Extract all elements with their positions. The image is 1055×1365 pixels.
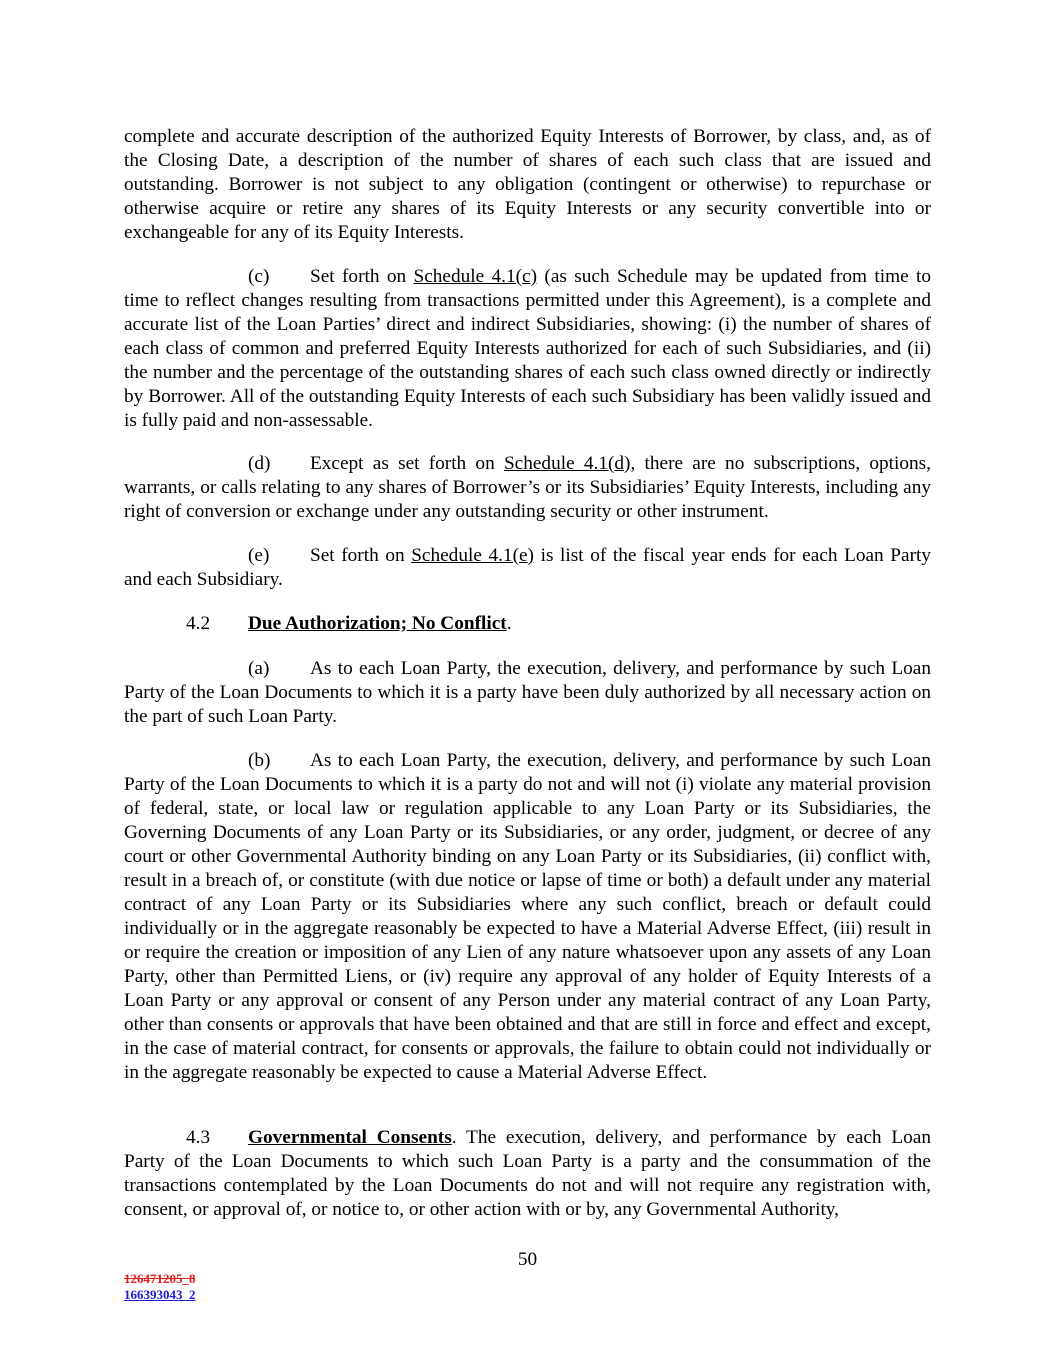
- paragraph-4-2-a: (a) As to each Loan Party, the execution, delivery, and performance by such Loan Party of the Loan Documents to which it is a party have been duly authorized by all necessary action on the part of such Loan Party.: [124, 658, 931, 727]
- document-id-new: 166393043_2: [124, 1287, 196, 1302]
- section-title: Due Authorization; No Conflict: [248, 613, 507, 634]
- paragraph-label: (b): [248, 750, 271, 771]
- paragraph-4-1-e: (e) Set forth on Schedule 4.1(e) is list of the fiscal year ends for each Loan Party and each Subsidiary.: [124, 545, 931, 590]
- intro-paragraph: complete and accurate description of the authorized Equity Interests of Borrower, by class, and, as of the Closing Date, a description of the number of shares of each such class that are issued and outstanding. Borrower is not subject to any obligation (contingent or otherwise) to repurchase or otherwise acquire or retire any shares of its Equity Interests or any security convertible into or exchangeable for any of its Equity Interests.: [124, 126, 931, 243]
- schedule-4-1-c-link: Schedule 4.1(c): [413, 266, 538, 287]
- paragraph-label: (e): [248, 545, 270, 566]
- paragraph-4-1-c: (c) Set forth on Schedule 4.1(c) (as such Schedule may be updated from time to time to reflect changes resulting from transactions permitted under this Agreement), is a complete and accurate list of the Loan Parties’ direct and indirect Subsidiaries, showing: (i) the number of shares of each class of common and preferred Equity Interests authorized for each of such Subsidiaries, and (ii) the number and the percentage of the outstanding shares of each such class owned directly or indirectly by Borrower. All of the outstanding Equity Interests of each such Subsidiary has been validly issued and is fully paid and non-assessable.: [124, 266, 931, 431]
- document-id-old: 126471205_8: [124, 1271, 196, 1286]
- paragraph-label: (d): [248, 453, 271, 474]
- schedule-4-1-e-link: Schedule 4.1(e): [411, 545, 534, 566]
- section-title: Governmental Consents: [248, 1127, 452, 1148]
- section-4-3-paragraph: 4.3 Governmental Consents. The execution, delivery, and performance by each Loan Party of the Loan Documents to which such Loan Party is a party and the consummation of the transactions contemplated by the Loan Documents do not and will not require any registration with, consent, or approval of, or notice to, or other action with or by, any Governmental Authority,: [124, 1127, 931, 1220]
- paragraph-4-1-d: (d) Except as set forth on Schedule 4.1(d), there are no subscriptions, options, warrants, or calls relating to any shares of Borrower’s or its Subsidiaries’ Equity Interests, including any right of conversion or exchange under any outstanding security or other instrument.: [124, 453, 931, 522]
- section-number: 4.2: [186, 613, 211, 634]
- schedule-4-1-d-link: Schedule 4.1(d): [503, 453, 631, 474]
- section-number: 4.3: [186, 1127, 211, 1148]
- paragraph-4-2-b: (b) As to each Loan Party, the execution, delivery, and performance by such Loan Party of the Loan Documents to which it is a party do not and will not (i) violate any material provision of federal, state, or local law or regulation applicable to any Loan Party or its Subsidiaries, the Governing Documents of any Loan Party or its Subsidiaries, or any order, judgment, or decree of any court or other Governmental Authority binding on any Loan Party or its Subsidiaries, (ii) conflict with, result in a breach of, or constitute (with due notice or lapse of time or both) a default under any material contract of any Loan Party or its Subsidiaries where any such conflict, breach or default could individually or in the aggregate reasonably be expected to have a Material Adverse Effect, (iii) result in or require the creation or imposition of any Lien of any nature whatsoever upon any assets of any Loan Party, other than Permitted Liens, or (iv) require any approval of any holder of Equity Interests of a Loan Party or any approval or consent of any Person under any material contract of any Loan Party, other than consents or approvals that have been obtained and that are still in force and effect and except, in the case of material contract, for consents or approvals, the failure to obtain could not individually or in the aggregate reasonably be expected to cause a Material Adverse Effect.: [124, 750, 931, 1083]
- paragraph-label: (c): [248, 266, 270, 287]
- section-4-2-heading: 4.2 Due Authorization; No Conflict.: [124, 612, 931, 636]
- page-number: 50: [517, 1249, 538, 1270]
- paragraph-label: (a): [248, 658, 270, 679]
